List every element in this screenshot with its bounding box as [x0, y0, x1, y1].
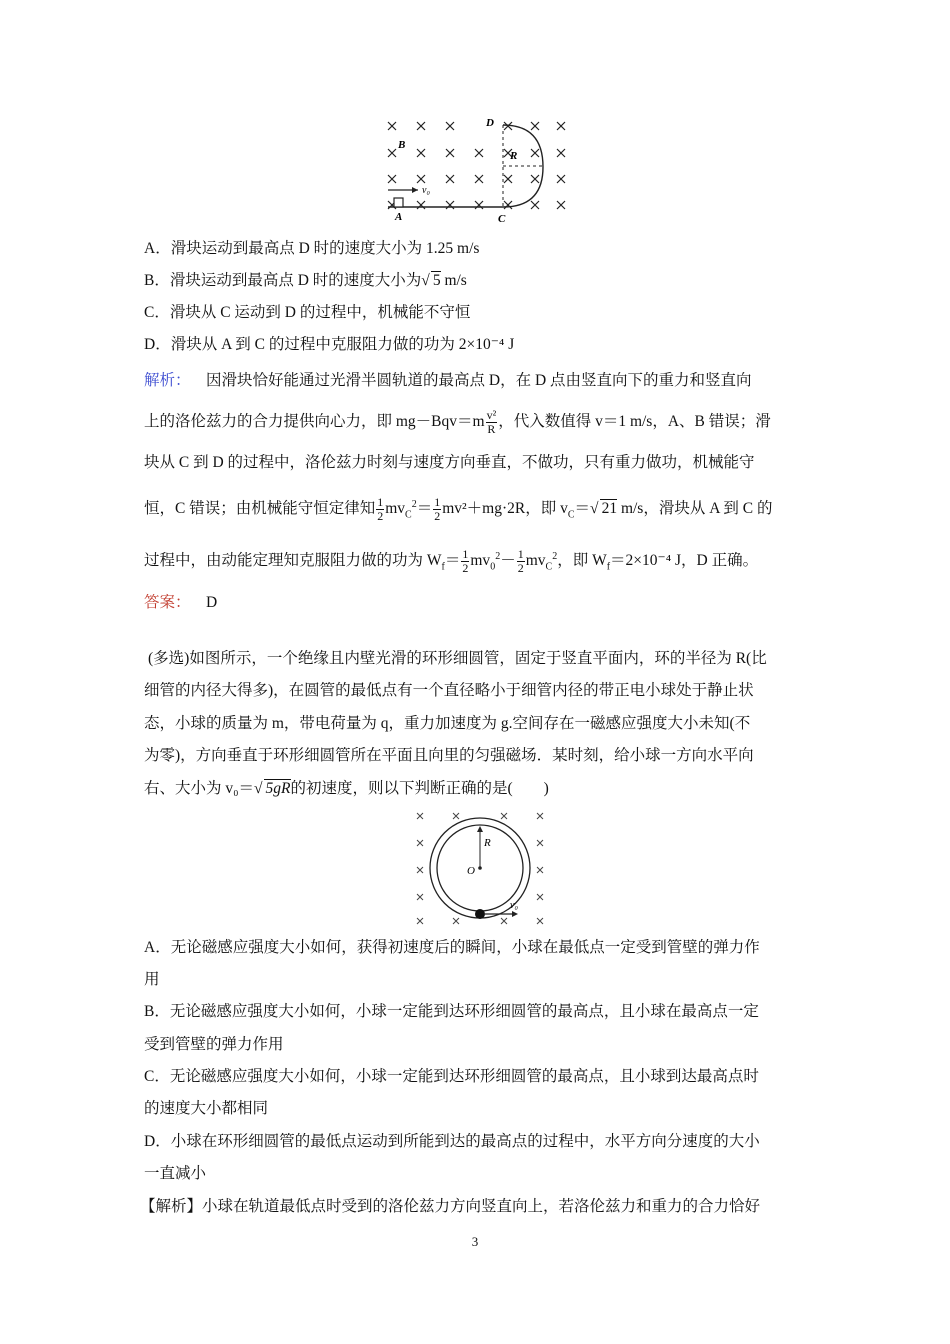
field-x-mark — [557, 122, 565, 130]
field-x-mark — [475, 201, 483, 209]
svg-text:v₀: v₀ — [510, 900, 518, 911]
q2-option-a-line2: 用 — [144, 971, 160, 988]
svg-text:R: R — [484, 837, 491, 849]
field-x-mark — [417, 175, 425, 183]
figure-ring-tube — [404, 808, 554, 932]
field-x-mark — [446, 201, 454, 209]
field-x-mark — [417, 149, 425, 157]
answer-label: 答案： — [144, 594, 191, 611]
figure-semicircle-track — [378, 112, 578, 226]
field-x-mark — [501, 918, 507, 924]
block-a — [394, 198, 403, 207]
field-x-mark — [388, 175, 396, 183]
q2-option-c-line2: 的速度大小都相同 — [144, 1100, 269, 1117]
q2-stem-line3: 态，小球的质量为 m，带电荷量为 q，重力加速度为 g.空间存在一磁感应强度大小未知(不 — [144, 715, 751, 732]
q1-analysis-line4: 恒，C 错误；由机械能守恒定律知 $\frac{1}{2}$ $mv_C^2=$ $\frac{1}{2}$ mv²＋mg·2R，即 $v_C=√$ 21 m/s，滑块从 A 到 C 的 — [144, 495, 773, 524]
field-x-mark — [531, 122, 539, 130]
field-x-mark — [453, 813, 459, 819]
q1-analysis-line5: 过程中，由动能定理知克服阻力做的功为 $W_f=$ $\frac{1}{2}$ $mv_0^2-$ $\frac{1}{2}$ $mv_C^2$，即 $W_f=2\times 10^{-4}$ J，D 正确。 — [144, 547, 759, 576]
q1-option-d: D．滑块从 A 到 C 的过程中克服阻力做的功为 2×10⁻⁴ J — [144, 336, 515, 353]
q2-option-a-line1: A．无论磁感应强度大小如何，获得初速度后的瞬间，小球在最低点一定受到管壁的弹力作 — [144, 939, 760, 956]
answer-value: D — [206, 594, 218, 611]
field-x-mark — [417, 867, 423, 873]
field-x-mark — [475, 175, 483, 183]
track-path — [388, 125, 543, 207]
q1-answer — [144, 592, 810, 614]
ball — [475, 909, 485, 919]
field-x-mark — [417, 894, 423, 900]
q2-stem-line2: 细管的内径大得多)，在圆管的最低点有一个直径略小于细管内径的带正电小球处于静止状 — [144, 682, 754, 699]
q2-option-c-line1: C．无论磁感应强度大小如何，小球一定能到达环形细圆管的最高点，且小球到达最高点时 — [144, 1068, 759, 1085]
q1-option-b: B．滑块运动到最高点 D 时的速度大小为√ 5 m/s — [144, 272, 467, 289]
field-x-mark — [417, 122, 425, 130]
q2-option-d-line2: 一直减小 — [144, 1165, 207, 1182]
svg-text:C: C — [498, 213, 506, 225]
field-x-mark — [475, 149, 483, 157]
field-x-mark — [531, 175, 539, 183]
q2-option-b-line2: 受到管壁的弹力作用 — [144, 1036, 284, 1053]
q2-stem-line4: 为零)，方向垂直于环形细圆管所在平面且向里的匀强磁场．某时刻，给小球一方向水平向 — [144, 747, 754, 764]
q1-option-c: C．滑块从 C 运动到 D 的过程中，机械能不守恒 — [144, 304, 471, 321]
field-x-mark — [537, 813, 543, 819]
field-x-mark — [557, 201, 565, 209]
field-x-mark — [417, 918, 423, 924]
q2-stem-line1: (多选)如图所示，一个绝缘且内壁光滑的环形细圆管，固定于竖直平面内，环的半径为 R(比 — [148, 650, 767, 667]
q2-stem-line5: 右、大小为 v₀＝√ 5gR的初速度，则以下判断正确的是( ) — [144, 780, 549, 797]
field-x-mark — [446, 175, 454, 183]
q2-option-d-line1: D．小球在环形细圆管的最低点运动到所能到达的最高点的过程中，水平方向分速度的大小 — [144, 1133, 760, 1150]
field-x-mark — [537, 918, 543, 924]
field-x-mark — [417, 813, 423, 819]
svg-text:B: B — [398, 139, 406, 151]
field-x-mark — [417, 201, 425, 209]
field-x-mark — [531, 201, 539, 209]
svg-text:R: R — [510, 150, 518, 162]
field-x-mark — [501, 813, 507, 819]
field-x-mark — [446, 149, 454, 157]
field-x-mark — [537, 840, 543, 846]
analysis-label: 解析： — [144, 372, 191, 389]
q2-analysis-line1: 【解析】小球在轨道最低点时受到的洛伦兹力方向竖直向上，若洛伦兹力和重力的合力恰好 — [140, 1198, 761, 1215]
q1-analysis-line3: 块从 C 到 D 的过程中，洛伦兹力时刻与速度方向垂直，不做功，只有重力做功，机械能守 — [144, 454, 755, 471]
field-x-mark — [504, 201, 512, 209]
page-number: 3 — [471, 1234, 479, 1249]
svg-text:O: O — [467, 865, 475, 877]
field-x-mark — [504, 175, 512, 183]
field-x-mark — [557, 149, 565, 157]
field-x-mark — [417, 840, 423, 846]
field-x-mark — [537, 867, 543, 873]
field-x-mark — [388, 149, 396, 157]
q2-analysis-label: 【解析】 — [140, 1198, 203, 1215]
svg-text:v₀: v₀ — [422, 185, 430, 196]
field-x-mark — [537, 894, 543, 900]
field-x-mark — [557, 175, 565, 183]
q1-option-a: A．滑块运动到最高点 D 时的速度大小为 1.25 m/s — [144, 240, 480, 257]
field-x-mark — [446, 122, 454, 130]
q1-analysis-line2: 上的洛伦兹力的合力提供向心力，即 mg－Bqv＝m $\frac{\text{v²}}{R}$ ，代入数值得 v＝1 m/s，A、B 错误；滑 — [144, 408, 771, 436]
q2-option-b-line1: B．无论磁感应强度大小如何，小球一定能到达环形细圆管的最高点，且小球在最高点一定 — [144, 1003, 759, 1020]
svg-text:A: A — [395, 211, 403, 223]
svg-text:D: D — [486, 117, 494, 129]
field-x-mark — [453, 918, 459, 924]
q1-analysis-line1: 解析： 因滑块恰好能通过光滑半圆轨道的最高点 D，在 D 点由竖直向下的重力和竖直向 — [144, 372, 752, 389]
field-x-mark — [531, 149, 539, 157]
field-x-mark — [388, 122, 396, 130]
